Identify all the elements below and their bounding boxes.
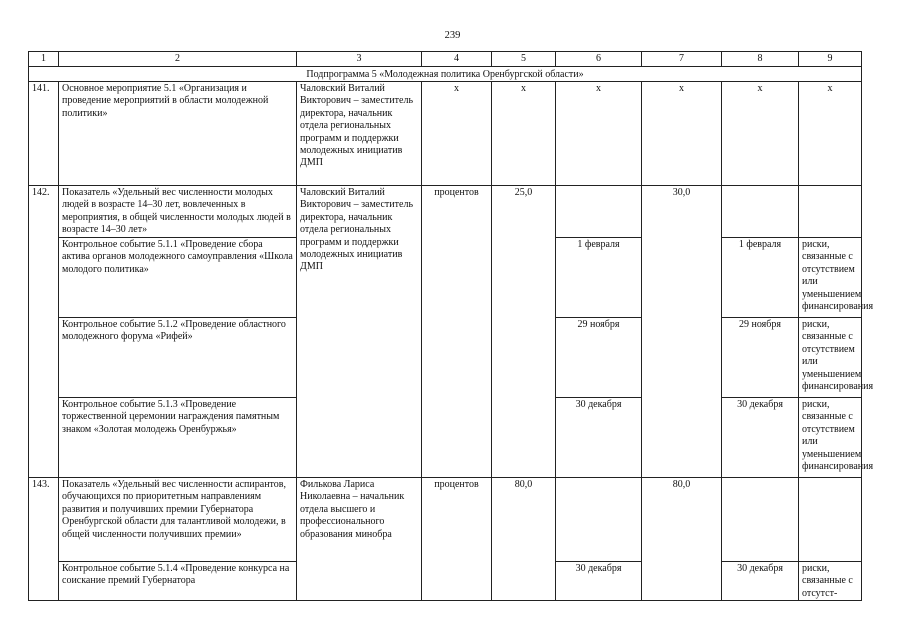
plan-date-cell: 30 декабря <box>556 562 642 601</box>
risk-cell <box>799 186 862 238</box>
fact-date-cell: 30 декабря <box>722 562 799 601</box>
base-value-cell: x <box>492 82 556 186</box>
risk-cell: риски, связанные с отсутствием или уменьшением финансирования <box>799 318 862 398</box>
risk-cell <box>799 478 862 562</box>
control-event-name: Контрольное событие 5.1.3 «Проведение торжественной церемонии награждения памятным знаком «Золотая молодежь Оренбуржья» <box>59 398 297 478</box>
target-value-cell: 80,0 <box>642 478 722 601</box>
target-value-cell: 30,0 <box>642 186 722 478</box>
control-event-name: Контрольное событие 5.1.4 «Проведение конкурса на соискание премий Губернатора <box>59 562 297 601</box>
control-event-name: Контрольное событие 5.1.2 «Проведение областного молодежного форума «Рифей» <box>59 318 297 398</box>
indicator-table <box>28 51 874 601</box>
unit-cell: процентов <box>422 478 492 601</box>
row-number: 141. <box>29 82 59 186</box>
subprogram-row <box>29 67 862 82</box>
column-header-3: 3 <box>297 52 422 67</box>
unit-cell: x <box>422 82 492 186</box>
column-header-2: 2 <box>59 52 297 67</box>
responsible-person: Филькова Лариса Николаевна – начальник отдела высшего и профессионального образования минобра <box>297 478 422 601</box>
target-value-cell: x <box>642 82 722 186</box>
base-value-cell: 25,0 <box>492 186 556 478</box>
table-row-143 <box>29 478 862 562</box>
column-header-1: 1 <box>29 52 59 67</box>
indicator-name: Показатель «Удельный вес численности молодых людей в возрасте 14–30 лет, вовлеченных в мероприятия, в общей численности молодых людей в возрасте 14–30 лет» <box>59 186 297 238</box>
row-number: 142. <box>29 186 59 478</box>
plan-date-cell: 1 февраля <box>556 238 642 318</box>
plan-date-cell: 30 декабря <box>556 398 642 478</box>
column-header-5: 5 <box>492 52 556 67</box>
plan-date-cell <box>556 478 642 562</box>
unit-cell: процентов <box>422 186 492 478</box>
page-number: 239 <box>444 30 461 41</box>
column-header-4: 4 <box>422 52 492 67</box>
column-header-9: 9 <box>799 52 862 67</box>
plan-date-cell <box>556 186 642 238</box>
responsible-person: Чаловский Виталий Викторович – заместитель директора, начальник отдела региональных программ и поддержки молодежных инициатив ДМП <box>297 186 422 478</box>
fact-date-cell: x <box>722 82 799 186</box>
column-number-header <box>29 52 862 67</box>
table-row-142 <box>29 186 862 238</box>
subprogram-title: Подпрограмма 5 «Молодежная политика Оренбургской области» <box>29 67 862 82</box>
risk-cell: риски, связанные с отсутствием или уменьшением финансирования <box>799 238 862 318</box>
fact-date-cell: 30 декабря <box>722 398 799 478</box>
fact-date-cell <box>722 186 799 238</box>
column-header-7: 7 <box>642 52 722 67</box>
fact-date-cell: 29 ноября <box>722 318 799 398</box>
fact-date-cell <box>722 478 799 562</box>
table-row-141 <box>29 82 862 186</box>
row-number: 143. <box>29 478 59 601</box>
base-value-cell: 80,0 <box>492 478 556 601</box>
control-event-name: Контрольное событие 5.1.1 «Проведение сбора актива органов молодежного самоуправления «Школа молодого политика» <box>59 238 297 318</box>
fact-date-cell: 1 февраля <box>722 238 799 318</box>
plan-date-cell: x <box>556 82 642 186</box>
risk-cell: риски, связанные с отсутст- <box>799 562 862 601</box>
indicator-name: Показатель «Удельный вес численности аспирантов, обучающихся по приоритетным направлениям развития и получивших премии Губернатора Оренбургской области для талантливой молодежи, в общей численности получивших премии» <box>59 478 297 562</box>
column-header-6: 6 <box>556 52 642 67</box>
risk-cell: x <box>799 82 862 186</box>
plan-date-cell: 29 ноября <box>556 318 642 398</box>
measure-name: Основное мероприятие 5.1 «Организация и проведение мероприятий в области молодежной политики» <box>59 82 297 186</box>
risk-cell: риски, связанные с отсутствием или уменьшением финансирования <box>799 398 862 478</box>
column-header-8: 8 <box>722 52 799 67</box>
responsible-person: Чаловский Виталий Викторович – заместитель директора, начальник отдела региональных программ и поддержки молодежных инициатив ДМП <box>297 82 422 186</box>
